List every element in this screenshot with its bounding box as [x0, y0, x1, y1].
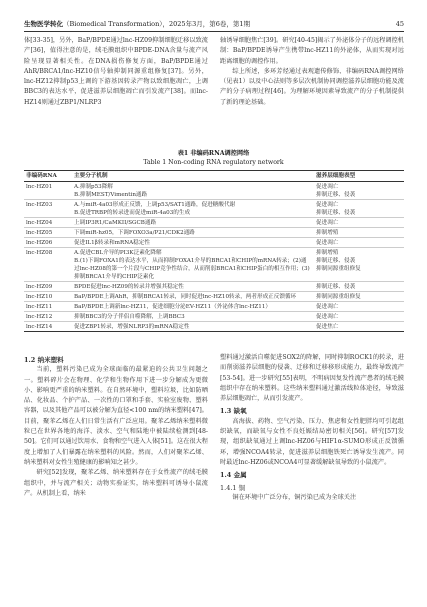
section-heading: 1.4 金属 [220, 471, 247, 480]
cell-rna: lnc-HZ10 [24, 292, 72, 302]
left-column-top [24, 36, 208, 108]
table-row [24, 282, 404, 292]
cell-phenotype: 促进凋亡 [314, 302, 404, 312]
subsection-heading: 1.4.1 铜 [220, 483, 246, 492]
table-row [24, 200, 404, 218]
cell-mechanism: BaP/BPDE上调AhR，抑制BRCA1转录，同时促进lnc-HZ10转录，两者形成正反馈循环 [72, 292, 314, 302]
page-number: 45 [395, 20, 404, 28]
col-header-mechanism: 主要分子机制 [72, 171, 314, 182]
right-column-top [220, 36, 404, 108]
paragraph: 综上所述，多环芳烃通过表观遗传修饰、非编码RNA调控网络（见表1）以及中心法则等多层次机制协同调控滋养层细胞功能及流产的分子病理过程[46]。为理解环境因素导致流产的分子机制提供了新的理论基础。 [220, 67, 404, 106]
section-heading: 1.2 纳米塑料 [24, 356, 64, 364]
cell-rna: lnc-HZ12 [24, 312, 72, 322]
table-row [24, 292, 404, 302]
paragraph: 铜在环境中广泛分布，铜污染已成为全球关注 [232, 493, 357, 501]
cell-phenotype: 促进凋亡 [314, 312, 404, 322]
table-row [24, 322, 404, 332]
ncrna-table [24, 170, 404, 332]
right-column-bottom [220, 353, 404, 503]
cell-phenotype: 抑制迁移、侵袭 [314, 282, 404, 292]
cell-mechanism: BPDE促进lnc-HZ09的转录并增强其稳定性 [72, 282, 314, 292]
cell-phenotype: 促进焦亡 [314, 322, 404, 332]
cell-phenotype: 促进凋亡 [314, 238, 404, 248]
cell-mechanism: 抑制BBC3的分子伴侣自噬降解，上调BBC3 [72, 312, 314, 322]
cell-rna: lnc-HZ01 [24, 182, 72, 200]
paragraph: 轴诱导细胞焦亡[39]。研究[40-45]揭示了外泌体分子的远程调控机制：BaP/BPDE诱导产生携带lnc-HZ11的外泌体，从而实现对远距离细胞的调控作用。 [220, 37, 404, 65]
journal-name: 生物医学转化 [24, 20, 63, 28]
cell-phenotype: 抑制增殖 抑制迁移、侵袭 抑制同源重组修复 [314, 248, 404, 282]
cell-rna: lnc-HZ08 [24, 248, 72, 282]
cell-rna: lnc-HZ11 [24, 302, 72, 312]
cell-mechanism: A.与miR-4a03形成正反馈，上调p53/SAT1通路，促进糖酸代谢 B.促进TRBP的转录进而促进miR-4a03的生成 [72, 200, 314, 218]
paragraph: 塑料通过激活自噬促进SOX2的降解，同时抑制ROCK1的转录，进而削弱滋养层细胞的侵袭、迁移和迁移移形成能力，最终导致流产[53-54]。进一步研究[55]表明，不明病因复发性流产患者的绒毛膜组织中存在纳米塑料。这些纳米塑料通过激活线粒体途径，导致滋养层细胞凋亡，从而引发流产。 [220, 354, 404, 403]
table-row [24, 302, 404, 312]
table-row [24, 228, 404, 238]
table-row [24, 182, 404, 200]
col-header-rna: 非编码RNA [24, 171, 72, 182]
cell-rna: lnc-HZ14 [24, 322, 72, 332]
table-row [24, 312, 404, 322]
cell-rna: lnc-HZ05 [24, 228, 72, 238]
cell-phenotype: 促进凋亡 [314, 218, 404, 228]
table-title-en: Table 1 Non-coding RNA regulatory network [143, 159, 284, 166]
paragraph: 当前，塑料污染已成为全球面临的最紧迫的公共卫生问题之一。塑料碎片会在物理、化学和生物作用下进一步分解成为更微小、影响更严重的纳米塑料。在自然环境中，塑料垃圾，比如防晒品、化妆品、个护产品、一次性的口罩和手套、实验室废物、塑料容器，以及其他产品可以被分解为直径<100 nm的纳米塑料[47]。目前，聚苯乙烯在人们日常生活有广泛应用。聚苯乙烯纳米塑料微粒已在世界各地的海洋、淡水、空气和陆地中被陆续检测到[48-50]。它们可以通过饮用水、食物和空气进入人体[51]。这在很大程度上增加了人们暴露在纳米塑料的风险。然而，人们对聚苯乙烯、纳米塑料对女性生殖健康的影响知之甚少。 [24, 366, 208, 466]
running-header [24, 18, 404, 30]
cell-mechanism: A.抑制p53降解 B.抑制MEST/Vimentin通路 [72, 182, 314, 200]
table-row [24, 238, 404, 248]
table-title-cn: 表1 非编码RNA调控网络 [177, 150, 250, 157]
cell-phenotype: 促进凋亡 抑制迁移、侵袭 [314, 182, 404, 200]
table-row [24, 248, 404, 282]
cell-mechanism: 促进IL1β转录和mRNA稳定性 [72, 238, 314, 248]
cell-mechanism: 促进ZBP1转录，增强NLRP3的mRNA稳定性 [72, 322, 314, 332]
cell-phenotype: 抑制同源重组修复 [314, 292, 404, 302]
journal-meta: （Biomedical Transformation），2025年3月，第6卷，第1期 [63, 20, 250, 28]
cell-mechanism: 下调miR-hz05，下调FOXO3a/P21/CDK2通路 [72, 228, 314, 238]
cell-mechanism: 上调IP3R1/CaMKII/SGCB通路 [72, 218, 314, 228]
cell-rna: lnc-HZ06 [24, 238, 72, 248]
cell-phenotype: 抑制增殖 [314, 228, 404, 238]
cell-mechanism: BaP/BPDE上调新lnc-HZ11，促进细胞分泌EV-HZ11（外泌体含lnc-HZ11） [72, 302, 314, 312]
section-heading: 1.3 缺氧 [220, 407, 247, 416]
cell-rna: lnc-HZ04 [24, 218, 72, 228]
paragraph: 研究[52]发现，聚苯乙烯、纳米塑料存在于女性流产的绒毛膜组织中，并与流产相关；动物实验证实，纳米塑料可诱导小鼠流产。从机制上看，纳米 [24, 469, 208, 497]
cell-phenotype: 促进凋亡 抑制迁移、侵袭 [314, 200, 404, 218]
left-column-bottom [24, 353, 208, 499]
paragraph: 高海拔、药物、空气污染、压力、焦虑和女性肥胖均可引起组织缺氧，而缺氧与女性不良妊娠结局密切相关[56]。研究[57]发现，组织缺氧通过上调lnc-HZ06与HIF1α-SUMO形成正反馈循环，增强NCOA4转录，促进滋养层细胞铁死亡诱导发生流产。同时最近lnc-HZ06或NCOA4可显著缓解缺氧导致的小鼠流产。 [220, 417, 404, 466]
col-header-phenotype: 滋养层细胞表型 [314, 171, 404, 182]
cell-mechanism: A.促进CBL介导的PI3K泛素化降解 B.(1)下调FOXA1的表达水平，从而抑制FOXA1介导的BRCA1和CHIP的mRNA转录；(2)通过lnc-HZ08的第一个片段与CHIP竞争性结合，从而削弱BRCA1和CHIP蛋白的相互作用；(3)抑制BRCA1介导的CHIP泛素化 [72, 248, 314, 282]
header-rule [24, 31, 404, 32]
paragraph: 体[33-35]，另外，BaP/BPDE通过lnc-HZ09抑制细胞迁移以致流产[36]，值得注意的是，绒毛膜组织中BPDE-DNA含量与流产风险呈现显著相关性。在DNA损伤修复方面，BaP/BPDE通过AhR/BRCA1/lnc-HZ10信号轴抑制同源重组修复[37]。另外，lnc-HZ12抑制p53上调的下游基因转录产物以致细胞凋亡，上调BBC3的表达水平，促进滋养层细胞凋亡而引发流产[38]。而lnc-HZ14则通过ZBP1/NLRP3 [24, 37, 208, 106]
cell-rna: lnc-HZ09 [24, 282, 72, 292]
table-row [24, 218, 404, 228]
cell-rna: lnc-HZ03 [24, 200, 72, 218]
